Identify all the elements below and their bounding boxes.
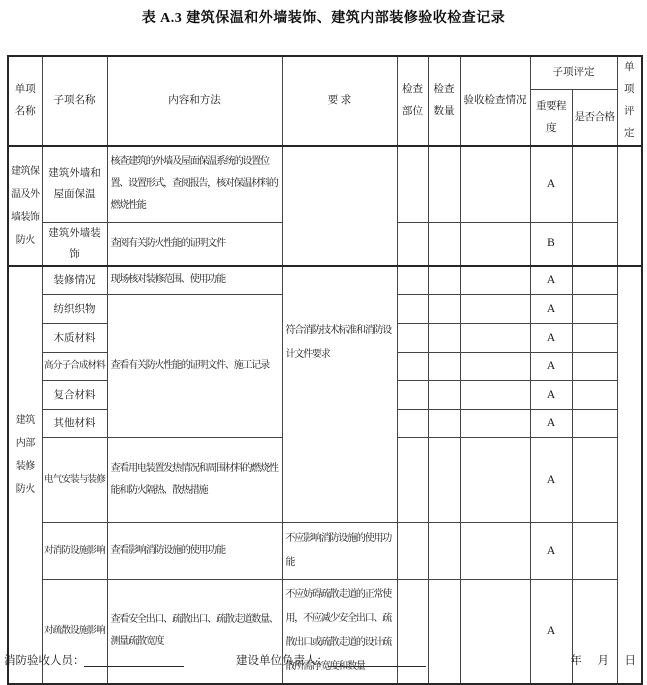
header-check-quantity: 检查数量 <box>428 56 460 146</box>
cell-importance-r1: A <box>530 146 572 222</box>
cell-subitem-r9: 电气安装与装修 <box>42 438 107 523</box>
cell-quantity-r10 <box>428 523 460 580</box>
header-item-eval: 单项评定 <box>617 56 642 146</box>
cell-location-r10 <box>397 523 428 580</box>
cell-item-eval-group1 <box>617 146 642 266</box>
cell-quantity-r8 <box>428 410 460 438</box>
construction-rep-label: 建设单位负责人： <box>236 655 328 667</box>
cell-method-r10: 查看影响消防设施的使用功能 <box>107 523 282 580</box>
cell-quantity-r6 <box>428 353 460 381</box>
cell-location-r6 <box>397 353 428 381</box>
cell-qualified-r7 <box>572 381 617 410</box>
header-row-1 <box>8 56 642 90</box>
cell-location-r9 <box>397 438 428 523</box>
cell-quantity-r9 <box>428 438 460 523</box>
group-label-interior: 建筑内部装修防火 <box>8 266 42 684</box>
header-subitem-eval: 子项评定 <box>530 56 617 90</box>
cell-quantity-r7 <box>428 381 460 410</box>
cell-location-r7 <box>397 381 428 410</box>
cell-status-r3 <box>460 266 530 295</box>
construction-rep-signature-line <box>328 652 426 667</box>
cell-quantity-r4 <box>428 295 460 324</box>
cell-qualified-r2 <box>572 222 617 266</box>
cell-location-r8 <box>397 410 428 438</box>
cell-status-r7 <box>460 381 530 410</box>
cell-location-r2 <box>397 222 428 266</box>
table-row <box>8 266 642 295</box>
cell-location-r5 <box>397 324 428 353</box>
cell-subitem-r4: 纺织织物 <box>42 295 107 324</box>
cell-qualified-r4 <box>572 295 617 324</box>
cell-subitem-r8: 其他材料 <box>42 410 107 438</box>
cell-subitem-r5: 木质材料 <box>42 324 107 353</box>
header-importance: 重要程度 <box>530 90 572 146</box>
date-label: 年 月 日 <box>570 655 638 667</box>
cell-requirement-group1 <box>282 146 397 266</box>
cell-method-rows4to8: 查看有关防火性能的证明文件、施工记录 <box>107 295 282 438</box>
fire-inspector-signature-line <box>84 652 184 667</box>
cell-method-r2: 查阅有关防火性能的证明文件 <box>107 222 282 266</box>
cell-status-r8 <box>460 410 530 438</box>
header-check-location: 检查部位 <box>397 56 428 146</box>
cell-importance-r3: A <box>530 266 572 295</box>
cell-status-r1 <box>460 146 530 222</box>
cell-subitem-r2: 建筑外墙装饰 <box>42 222 107 266</box>
cell-qualified-r10 <box>572 523 617 580</box>
cell-importance-r7: A <box>530 381 572 410</box>
cell-importance-r6: A <box>530 353 572 381</box>
cell-location-r4 <box>397 295 428 324</box>
cell-status-r5 <box>460 324 530 353</box>
cell-subitem-r6: 高分子合成材料 <box>42 353 107 381</box>
header-content-method: 内容和方法 <box>107 56 282 146</box>
table-title: 表 A.3 建筑保温和外墙装饰、建筑内部装修验收检查记录 <box>141 11 506 26</box>
cell-status-r9 <box>460 438 530 523</box>
header-qualified: 是否合格 <box>572 90 617 146</box>
header-item-name: 单项名称 <box>8 56 42 146</box>
header-requirement: 要 求 <box>282 56 397 146</box>
cell-qualified-r3 <box>572 266 617 295</box>
signature-footer <box>0 648 647 674</box>
cell-method-r3: 现场核对装修范围、使用功能 <box>107 266 282 295</box>
cell-importance-r5: A <box>530 324 572 353</box>
cell-importance-r9: A <box>530 438 572 523</box>
cell-subitem-r10: 对消防设施影响 <box>42 523 107 580</box>
cell-importance-r2: B <box>530 222 572 266</box>
cell-location-r1 <box>397 146 428 222</box>
cell-status-r6 <box>460 353 530 381</box>
cell-status-r4 <box>460 295 530 324</box>
cell-requirement-r11: 不应妨碍疏散走道的正常使用，不应减少安全出口、疏散出口或疏散走道的设计疏散所需净宽度和数量 <box>282 580 397 684</box>
cell-importance-r4: A <box>530 295 572 324</box>
table-row <box>8 146 642 222</box>
cell-quantity-r1 <box>428 146 460 222</box>
cell-importance-r10: A <box>530 523 572 580</box>
cell-qualified-r9 <box>572 438 617 523</box>
cell-importance-r11: A <box>530 580 572 684</box>
header-subitem-name: 子项名称 <box>42 56 107 146</box>
cell-quantity-r2 <box>428 222 460 266</box>
cell-importance-r8: A <box>530 410 572 438</box>
cell-qualified-r6 <box>572 353 617 381</box>
header-acceptance-status: 验收检查情况 <box>460 56 530 146</box>
cell-quantity-r3 <box>428 266 460 295</box>
fire-inspector-label: 消防验收人员： <box>4 655 85 667</box>
group-label-insulation: 建筑保温及外墙装饰防火 <box>8 146 42 266</box>
cell-subitem-r3: 装修情况 <box>42 266 107 295</box>
cell-qualified-r5 <box>572 324 617 353</box>
cell-status-r10 <box>460 523 530 580</box>
cell-requirement-rows3to9: 符合消防技术标准和消防设计文件要求 <box>282 266 397 523</box>
cell-item-eval-group2 <box>617 266 642 684</box>
inspection-record-table <box>7 55 643 685</box>
cell-method-r11: 查看安全出口、疏散出口、疏散走道数量、测量疏散宽度 <box>107 580 282 684</box>
cell-subitem-r1: 建筑外墙和屋面保温 <box>42 146 107 222</box>
cell-quantity-r5 <box>428 324 460 353</box>
cell-method-r9: 查看用电装置发热情况和周围材料的燃烧性能和防火隔热、散热措施 <box>107 438 282 523</box>
cell-qualified-r8 <box>572 410 617 438</box>
table-row <box>8 523 642 580</box>
cell-subitem-r7: 复合材料 <box>42 381 107 410</box>
cell-method-r1: 核查建筑的外墙及屋面保温系统的设置位置、设置形式，查阅报告，核对保温材料的燃烧性能 <box>107 146 282 222</box>
cell-qualified-r1 <box>572 146 617 222</box>
cell-subitem-r11: 对疏散设施影响 <box>42 580 107 684</box>
cell-requirement-r10: 不应影响消防设施的使用功能 <box>282 523 397 580</box>
cell-status-r2 <box>460 222 530 266</box>
cell-location-r3 <box>397 266 428 295</box>
